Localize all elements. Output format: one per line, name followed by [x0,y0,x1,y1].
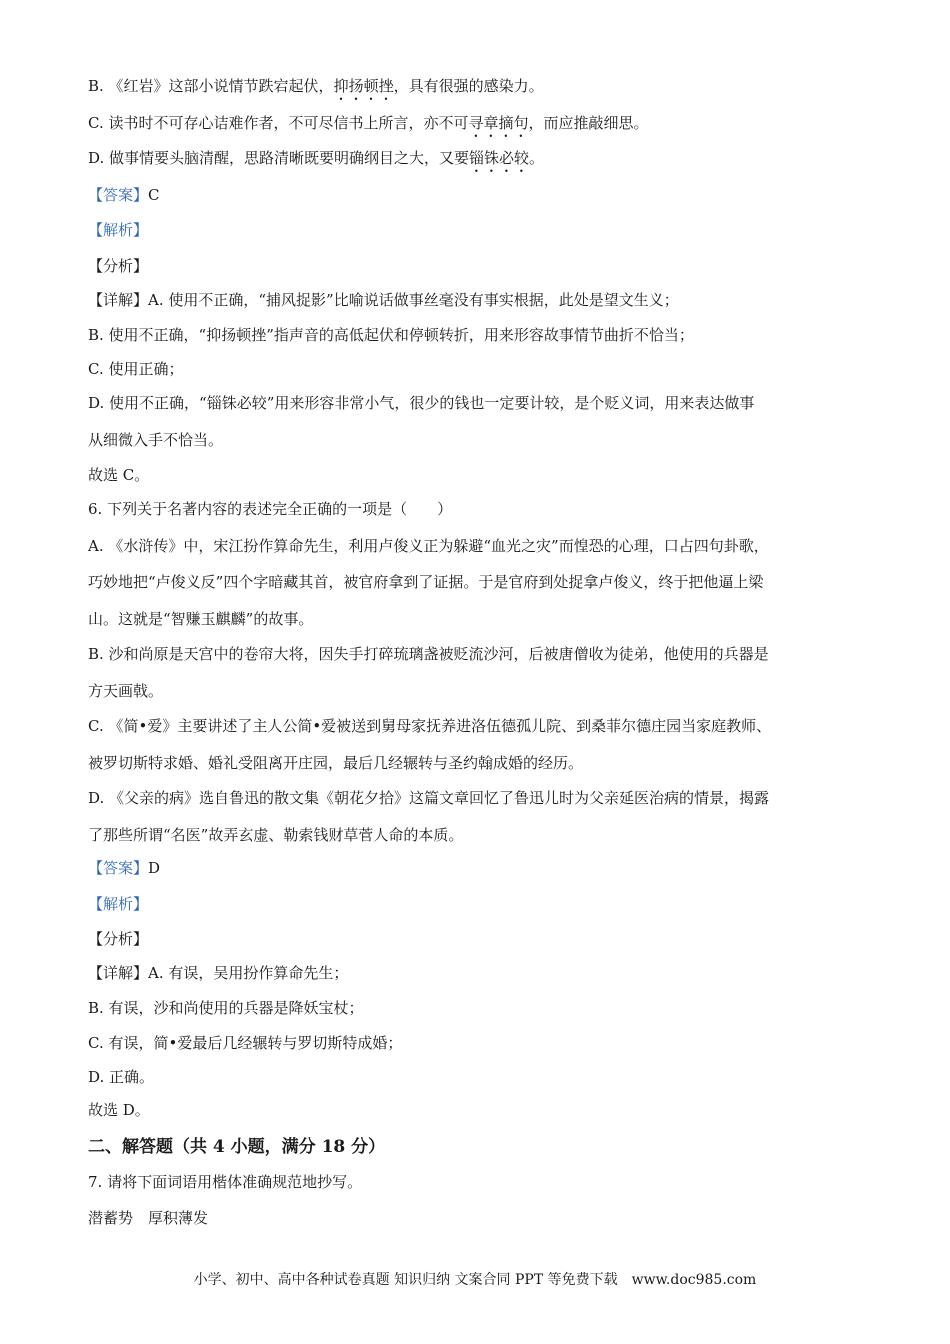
q6-option-a-line1: A. 《水浒传》中，宋江扮作算命先生，利用卢俊义正为躲避“血光之灾”而惶恐的心理，口占四句卦歌， [88,537,769,555]
q5-answer [88,185,868,205]
q5-option-b [88,76,868,104]
option-text: B. 《红岩》这部小说情节跌宕起伏， [88,77,334,95]
dotted-idiom: 锱铢必较 [469,149,530,167]
q6-option-a-line3: 山。这就是“智赚玉麒麟”的故事。 [88,610,314,628]
section-heading: 二、解答题（共 4 小题，满分 18 分） [88,1137,386,1157]
q7-words: 潜蓄势 厚积薄发 [88,1209,209,1227]
q5-detail-c: C. 使用正确； [88,360,184,378]
q5-option-d [88,148,868,176]
q6-option-a-line2: 巧妙地把“卢俊义反”四个字暗藏其首，被官府拿到了证据。于是官府到处捉拿卢俊义，终于把他逼上梁 [88,573,764,591]
q6-conclusion: 故选 D。 [88,1101,150,1119]
q7-stem: 7. 请将下面词语用楷体准确规范地抄写。 [88,1173,363,1191]
q5-detail-d-line1: D. 使用不正确，“锱铢必较”用来形容非常小气，很少的钱也一定要计较，是个贬义词，用来表达做事 [88,394,755,412]
answer-value: C [148,186,160,204]
q6-option-c-line1: C. 《简•爱》主要讲述了主人公简•爱被送到舅母家抚养进洛伍德孤儿院、到桑菲尔德庄园当家庭教师、 [88,717,772,735]
q5-conclusion: 故选 C。 [88,466,150,484]
q6-jiexi-label: 【解析】 [88,895,149,913]
q6-option-b-line1: B. 沙和尚原是天宫中的卷帘大将，因失手打碎琉璃盏被贬流沙河，后被唐僧收为徒弟，他使用的兵器是 [88,645,769,663]
q6-stem: 6. 下列关于名著内容的表述完全正确的一项是（ ） [88,500,453,518]
answer-label: 【答案】 [88,186,149,204]
answer-label: 【答案】 [88,859,149,877]
q5-fenxi-label: 【分析】 [88,257,149,275]
q6-answer [88,858,868,878]
option-text: D. 做事情要头脑清醒，思路清晰既要明确纲目之大，又要 [88,149,470,167]
option-text: 。 [529,149,545,167]
q6-option-d-line1: D. 《父亲的病》选自鲁迅的散文集《朝花夕拾》这篇文章回忆了鲁迅儿时为父亲延医治病的情景，揭露 [88,789,770,807]
option-text: C. 读书时不可存心诘难作者，不可尽信书上所言，亦不可 [88,114,469,132]
answer-value: D [148,859,161,877]
q5-option-c [88,113,868,141]
page-footer: 小学、初中、高中各种试卷真题 知识归纳 文案合同 PPT 等免费下载 www.doc985.com [193,1272,757,1288]
q6-option-b-line2: 方天画戟。 [88,682,164,700]
q6-option-d-line2: 了那些所谓“名医”故弄玄虚、勒索钱财草菅人命的本质。 [88,826,464,844]
option-text: ，具有很强的感染力。 [393,77,544,95]
q6-detail-d: D. 正确。 [88,1068,155,1086]
q6-detail-b: B. 有误，沙和尚使用的兵器是降妖宝杖； [88,999,364,1017]
q6-detail-c: C. 有误，简•爱最后几经辗转与罗切斯特成婚； [88,1034,403,1052]
q6-detail-a: 【详解】A. 有误，吴用扮作算命先生； [88,964,349,982]
option-text: ，而应推敲细思。 [528,114,649,132]
q5-detail-d-line2: 从细微入手不恰当。 [88,431,224,449]
q6-fenxi-label: 【分析】 [88,930,149,948]
q5-detail-b: B. 使用不正确，“抑扬顿挫”指声音的高低起伏和停顿转折，用来形容故事情节曲折不恰当； [88,326,694,344]
q6-option-c-line2: 被罗切斯特求婚、婚礼受阻离开庄园，最后几经辗转与圣约翰成婚的经历。 [88,754,584,772]
q5-jiexi-label: 【解析】 [88,221,149,239]
q5-detail-a: 【详解】A. 使用不正确，“捕风捉影”比喻说话做事丝毫没有事实根据，此处是望文生义； [88,291,679,309]
dotted-idiom: 寻章摘句 [468,114,529,132]
dotted-idiom: 抑扬顿挫 [333,77,394,95]
